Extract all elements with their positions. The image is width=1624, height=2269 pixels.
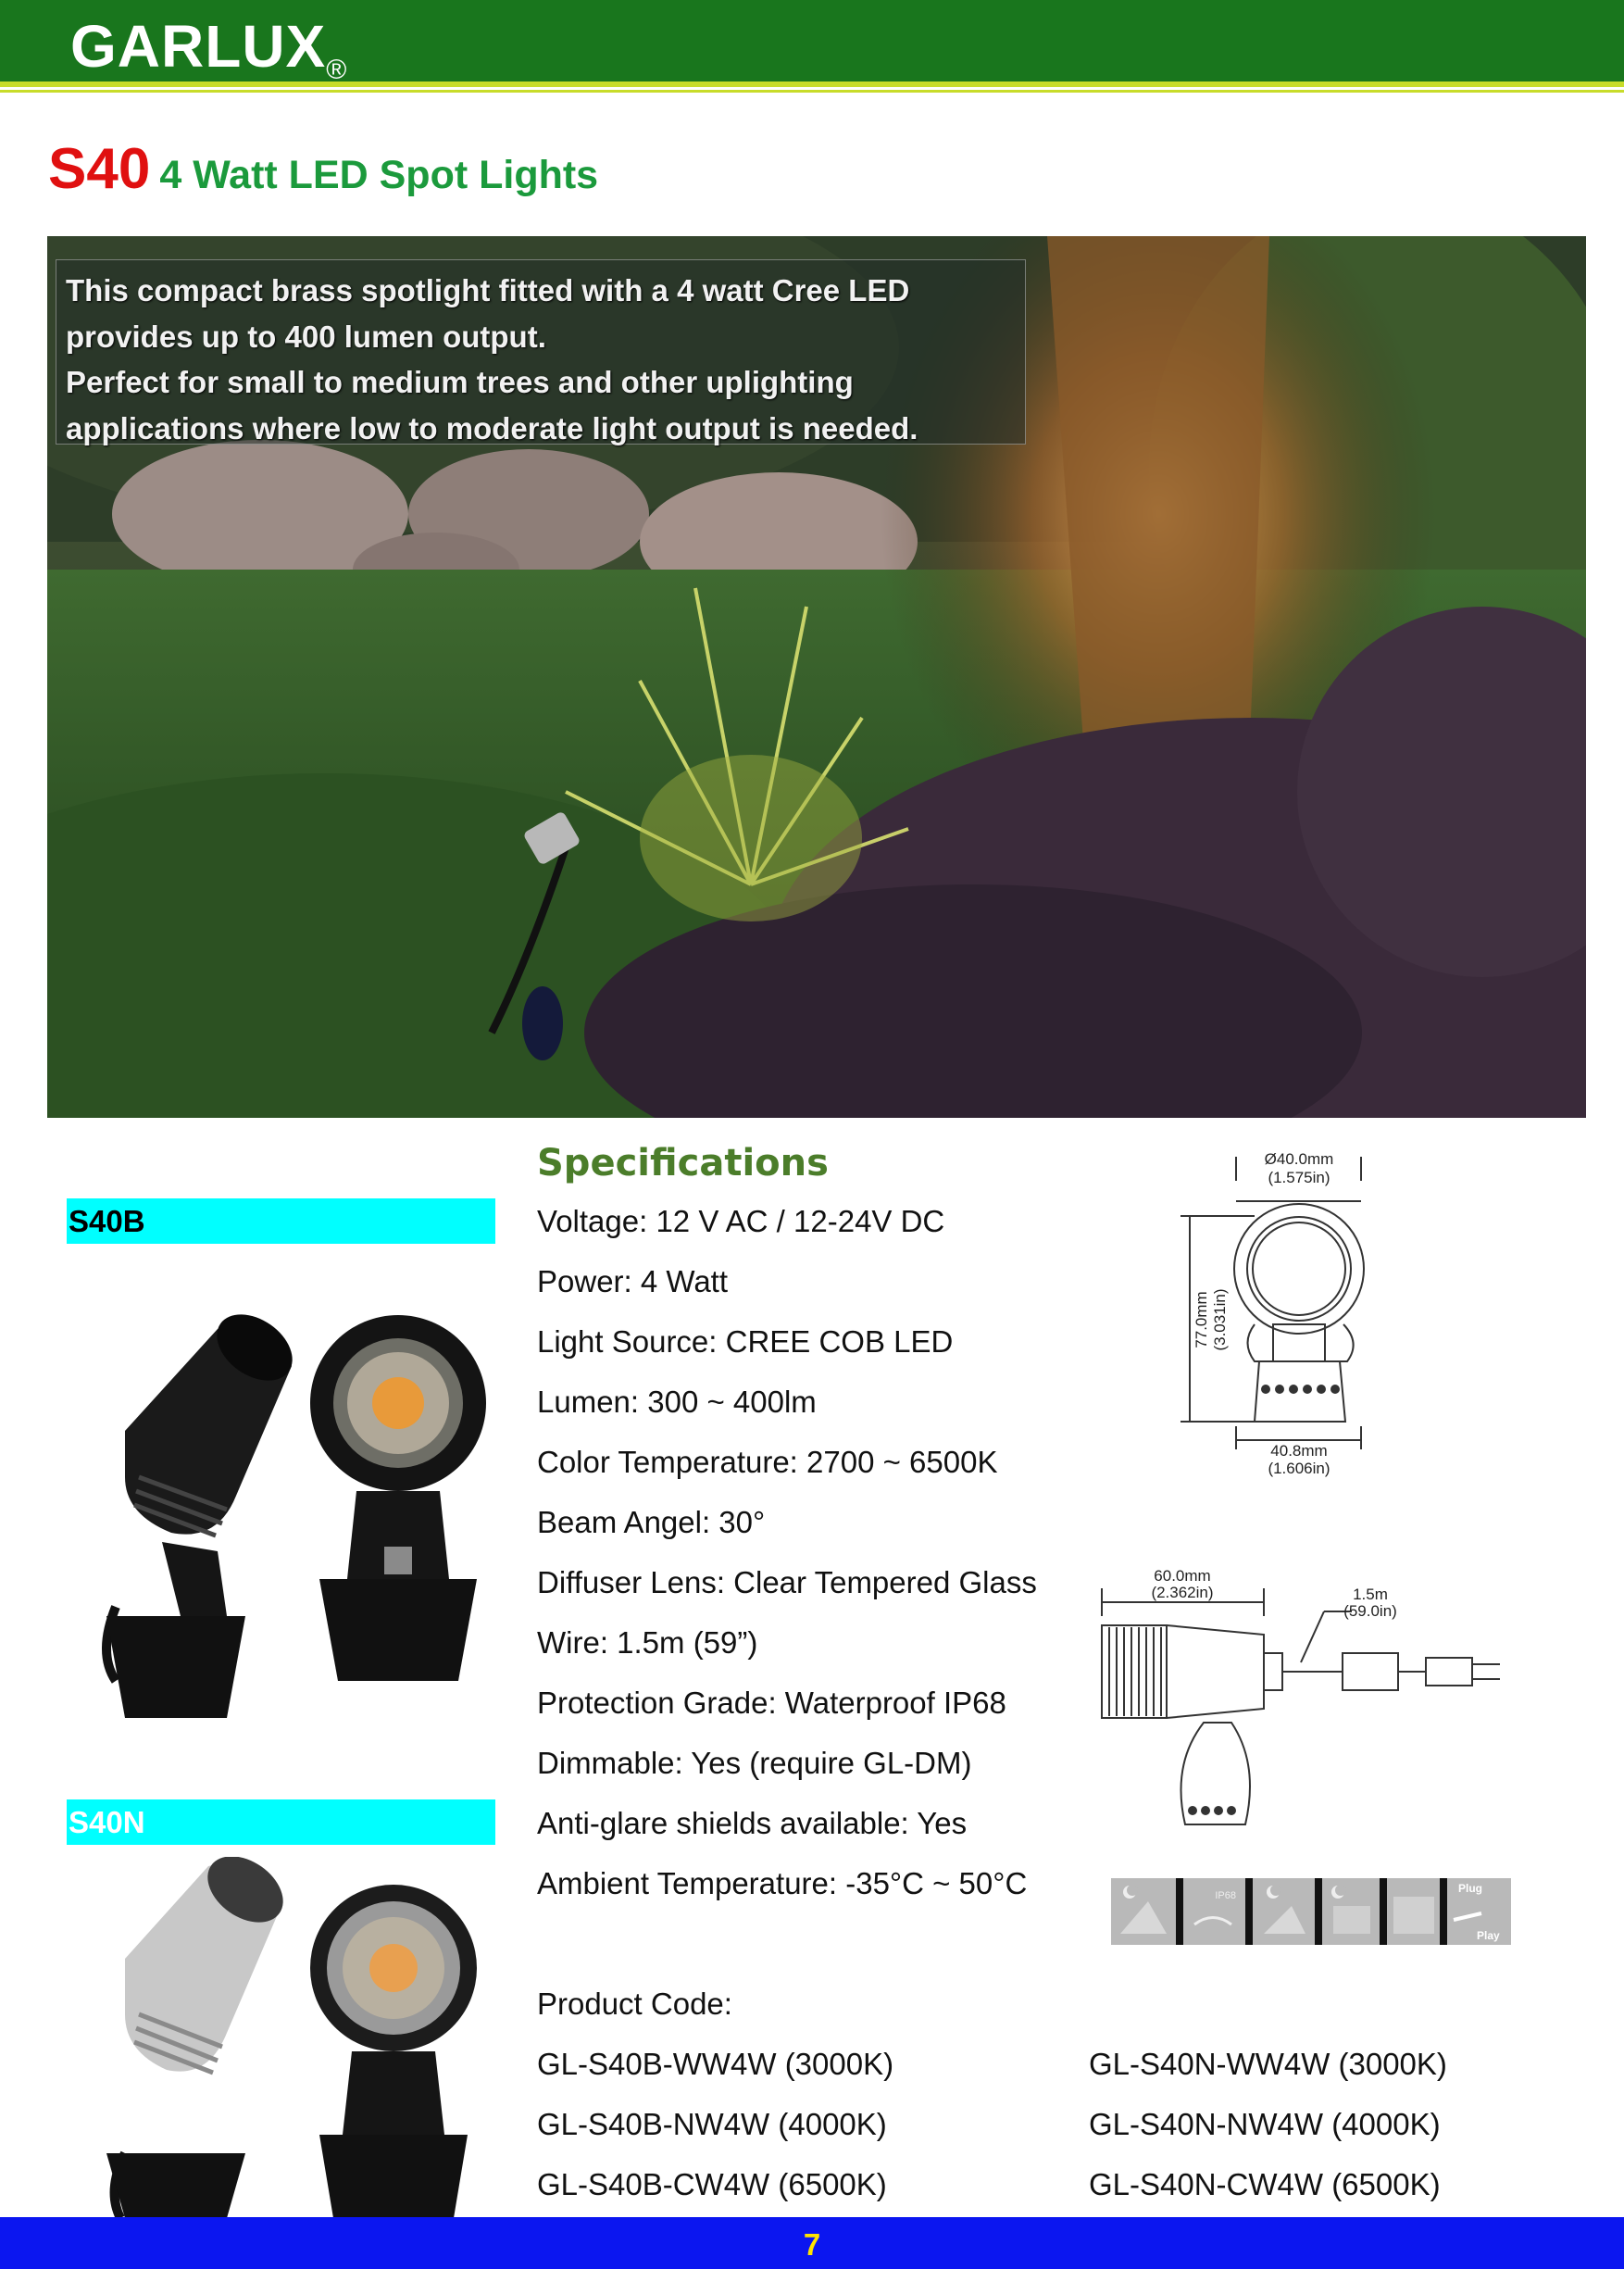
spec-wire: Wire: 1.5m (59”) <box>537 1625 758 1660</box>
product-code-label: Product Code: <box>537 1987 732 2021</box>
product-code-s40n-ww: GL-S40N-WW4W (3000K) <box>1089 2047 1447 2081</box>
specifications-heading: Specifications <box>537 1142 829 1185</box>
product-photo-s40b <box>88 1310 495 1727</box>
front-height-in: (3.031in) <box>1211 1288 1229 1351</box>
spec-ambient-temperature: Ambient Temperature: -35°C ~ 50°C <box>537 1866 1028 1900</box>
front-height-mm: 77.0mm <box>1193 1291 1210 1348</box>
spec-beam-angle: Beam Angel: 30° <box>537 1505 766 1539</box>
side-length-mm: 60.0mm <box>1154 1567 1211 1585</box>
product-code-s40b-nw: GL-S40B-NW4W (4000K) <box>537 2107 887 2141</box>
spec-lumen: Lumen: 300 ~ 400lm <box>537 1385 817 1419</box>
spec-voltage: Voltage: 12 V AC / 12-24V DC <box>537 1204 945 1238</box>
product-code-s40b-ww: GL-S40B-WW4W (3000K) <box>537 2047 894 2081</box>
caption-line: provides up to 400 lumen output. <box>66 319 546 354</box>
photo-caption-box <box>56 259 1026 445</box>
spec-anti-glare: Anti-glare shields available: Yes <box>537 1806 968 1840</box>
registered-mark: ® <box>326 55 348 85</box>
spec-protection-grade: Protection Grade: Waterproof IP68 <box>537 1686 1006 1720</box>
front-dia-mm: Ø40.0mm <box>1264 1150 1334 1168</box>
brand-name: GARLUX <box>70 13 327 80</box>
feature-icon-strip <box>1111 1878 1511 1945</box>
side-wire-in: (59.0in) <box>1343 1602 1397 1620</box>
play-text: Play <box>1477 1929 1500 1942</box>
spec-light-source: Light Source: CREE COB LED <box>537 1324 954 1359</box>
front-base-mm: 40.8mm <box>1270 1442 1328 1460</box>
brick-icon <box>1393 1897 1434 1934</box>
caption-line: Perfect for small to medium trees and other uplighting <box>66 365 854 399</box>
caption-line: applications where low to moderate light output is needed. <box>66 410 918 445</box>
caption-line: This compact brass spotlight fitted with a 4 watt Cree LED <box>66 273 910 307</box>
front-base-in: (1.606in) <box>1268 1460 1330 1477</box>
variant-label-s40b: S40B <box>67 1198 495 1244</box>
side-dimension-drawing <box>1093 1561 1546 1838</box>
header-accent-line-thin <box>0 90 1624 93</box>
page-number: 7 <box>803 2227 821 2262</box>
page-title <box>48 137 598 217</box>
title-text: 4 Watt LED Spot Lights <box>159 153 599 197</box>
product-code-s40b-cw: GL-S40B-CW4W (6500K) <box>537 2167 887 2201</box>
front-dia-in: (1.575in) <box>1268 1169 1330 1186</box>
side-wire-m: 1.5m <box>1353 1586 1388 1603</box>
spec-power: Power: 4 Watt <box>537 1264 729 1298</box>
spec-dimmable: Dimmable: Yes (require GL-DM) <box>537 1746 972 1780</box>
variant-label-s40n: S40N <box>67 1799 495 1845</box>
brand-logo <box>70 9 347 83</box>
ip-rating-icon: IP68 <box>1215 1890 1236 1901</box>
plug-text: Plug <box>1458 1882 1482 1895</box>
spec-diffuser-lens: Diffuser Lens: Clear Tempered Glass <box>537 1565 1037 1599</box>
spec-color-temperature: Color Temperature: 2700 ~ 6500K <box>537 1445 998 1479</box>
model-code: S40 <box>48 137 151 201</box>
side-length-in: (2.362in) <box>1151 1584 1214 1601</box>
wall-icon <box>1333 1906 1370 1934</box>
product-code-s40n-nw: GL-S40N-NW4W (4000K) <box>1089 2107 1441 2141</box>
front-dimension-drawing <box>1162 1144 1412 1486</box>
product-photo-s40n <box>88 1857 495 2227</box>
product-code-s40n-cw: GL-S40N-CW4W (6500K) <box>1089 2167 1441 2201</box>
